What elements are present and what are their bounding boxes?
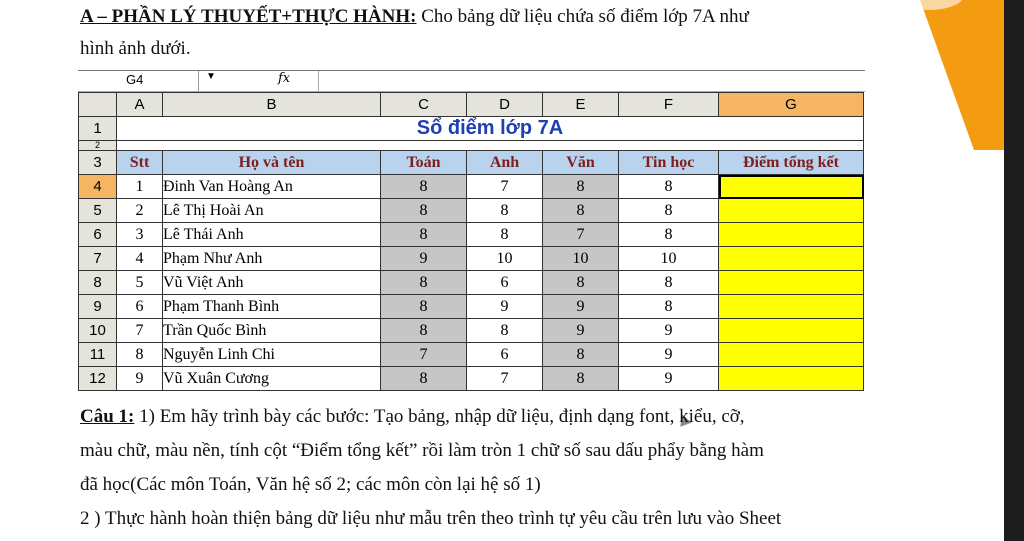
- row-header-11[interactable]: 11: [79, 343, 117, 367]
- cell-stt[interactable]: 5: [117, 271, 163, 295]
- cell-tin[interactable]: 8: [619, 271, 719, 295]
- header-toan[interactable]: Toán: [381, 151, 467, 175]
- question-text-1: 1) Em hãy trình bày các bước: Tạo bảng, nhập dữ liệu, định dạng font, kiểu, cỡ,: [139, 406, 745, 427]
- row-header-5[interactable]: 5: [79, 199, 117, 223]
- cell-name[interactable]: Lê Thái Anh: [163, 223, 381, 247]
- cell-anh[interactable]: 8: [467, 199, 543, 223]
- cell-anh[interactable]: 6: [467, 271, 543, 295]
- table-row: [79, 295, 864, 319]
- cell-stt[interactable]: 2: [117, 199, 163, 223]
- header-tin[interactable]: Tin học: [619, 151, 719, 175]
- cell-tk[interactable]: [719, 295, 864, 319]
- cell-tk[interactable]: [719, 223, 864, 247]
- cell-tin[interactable]: 8: [619, 295, 719, 319]
- table-row: [79, 343, 864, 367]
- cell-tk[interactable]: [719, 271, 864, 295]
- cell-stt[interactable]: 8: [117, 343, 163, 367]
- cell-van[interactable]: 8: [543, 175, 619, 199]
- empty-row[interactable]: [117, 141, 864, 151]
- column-header-c[interactable]: C: [381, 93, 467, 117]
- cell-name[interactable]: Phạm Như Anh: [163, 247, 381, 271]
- question-label: Câu 1:: [80, 406, 135, 427]
- table-row: [79, 247, 864, 271]
- column-header-a[interactable]: A: [117, 93, 163, 117]
- cell-tk[interactable]: [719, 199, 864, 223]
- table-row: [79, 223, 864, 247]
- table-row: [79, 271, 864, 295]
- cell-name[interactable]: Trần Quốc Bình: [163, 319, 381, 343]
- cell-toan[interactable]: 8: [381, 199, 467, 223]
- function-icon[interactable]: fx: [278, 71, 291, 86]
- cell-stt[interactable]: 3: [117, 223, 163, 247]
- header-stt[interactable]: Stt: [117, 151, 163, 175]
- cell-name[interactable]: Nguyễn Linh Chi: [163, 343, 381, 367]
- cell-toan[interactable]: 7: [381, 343, 467, 367]
- sheet-title[interactable]: Sổ điểm lớp 7A: [117, 117, 864, 141]
- cell-tk[interactable]: [719, 247, 864, 271]
- cell-anh[interactable]: 9: [467, 295, 543, 319]
- row-header-10[interactable]: 10: [79, 319, 117, 343]
- row-header-3[interactable]: 3: [79, 151, 117, 175]
- cell-toan[interactable]: 8: [381, 295, 467, 319]
- column-header-d[interactable]: D: [467, 93, 543, 117]
- cell-toan[interactable]: 8: [381, 367, 467, 391]
- cell-toan[interactable]: 8: [381, 271, 467, 295]
- cell-tk[interactable]: [719, 343, 864, 367]
- cell-tk[interactable]: [719, 319, 864, 343]
- chevron-down-icon[interactable]: ▼: [206, 71, 216, 82]
- column-header-f[interactable]: F: [619, 93, 719, 117]
- question-line-2: màu chữ, màu nền, tính cột “Điểm tổng kết” rồi làm tròn 1 chữ số sau dấu phẩy bằng hàm: [80, 440, 764, 461]
- name-box[interactable]: [78, 71, 216, 91]
- header-van[interactable]: Văn: [543, 151, 619, 175]
- heading-line-2: hình ảnh dưới.: [80, 38, 191, 59]
- row-header-9[interactable]: 9: [79, 295, 117, 319]
- cell-tin[interactable]: 8: [619, 199, 719, 223]
- cell-van[interactable]: 10: [543, 247, 619, 271]
- cell-name[interactable]: Vũ Xuân Cương: [163, 367, 381, 391]
- formula-bar: [78, 70, 865, 92]
- row-header-1[interactable]: 1: [79, 117, 117, 141]
- cell-tin[interactable]: 10: [619, 247, 719, 271]
- header-anh[interactable]: Anh: [467, 151, 543, 175]
- cell-stt[interactable]: 6: [117, 295, 163, 319]
- row-header-6[interactable]: 6: [79, 223, 117, 247]
- cell-tin[interactable]: 8: [619, 175, 719, 199]
- cell-stt[interactable]: 4: [117, 247, 163, 271]
- select-all-corner[interactable]: [79, 93, 117, 117]
- cell-toan[interactable]: 8: [381, 175, 467, 199]
- cell-van[interactable]: 9: [543, 319, 619, 343]
- cell-van[interactable]: 8: [543, 271, 619, 295]
- cell-van[interactable]: 7: [543, 223, 619, 247]
- cell-name[interactable]: Lê Thị Hoài An: [163, 199, 381, 223]
- cell-tk[interactable]: [719, 175, 864, 199]
- column-header-e[interactable]: E: [543, 93, 619, 117]
- cell-stt[interactable]: 1: [117, 175, 163, 199]
- cell-anh[interactable]: 6: [467, 343, 543, 367]
- cell-tin[interactable]: 9: [619, 367, 719, 391]
- cell-toan[interactable]: 8: [381, 319, 467, 343]
- row-header-12[interactable]: 12: [79, 367, 117, 391]
- cell-van[interactable]: 8: [543, 367, 619, 391]
- formula-input[interactable]: [318, 71, 866, 91]
- cell-tk[interactable]: [719, 367, 864, 391]
- heading-line-1: [80, 4, 749, 30]
- header-name[interactable]: Họ và tên: [163, 151, 381, 175]
- row-header-8[interactable]: 8: [79, 271, 117, 295]
- cell-stt[interactable]: 7: [117, 319, 163, 343]
- cell-tin[interactable]: 9: [619, 343, 719, 367]
- cell-toan[interactable]: 8: [381, 223, 467, 247]
- column-header-b[interactable]: B: [163, 93, 381, 117]
- cell-anh[interactable]: 8: [467, 319, 543, 343]
- question-line-3: đã học(Các môn Toán, Văn hệ số 2; các môn còn lại hệ số 1): [80, 474, 541, 495]
- table-row: [79, 199, 864, 223]
- spreadsheet-image: [78, 68, 865, 402]
- cell-van[interactable]: 8: [543, 343, 619, 367]
- column-header-g[interactable]: G: [719, 93, 864, 117]
- cell-name[interactable]: Đinh Van Hoàng An: [163, 175, 381, 199]
- table-row: [79, 319, 864, 343]
- cell-tin[interactable]: 9: [619, 319, 719, 343]
- cell-name[interactable]: Phạm Thanh Bình: [163, 295, 381, 319]
- cell-anh[interactable]: 7: [467, 175, 543, 199]
- spreadsheet-grid: [78, 92, 864, 391]
- decorative-corner: [884, 0, 1004, 150]
- row-header-2[interactable]: 2: [79, 141, 117, 151]
- header-diem-tong-ket[interactable]: Điểm tổng kết: [719, 151, 864, 175]
- cell-anh[interactable]: 10: [467, 247, 543, 271]
- cell-anh[interactable]: 7: [467, 367, 543, 391]
- row-header-7[interactable]: 7: [79, 247, 117, 271]
- row-header-4[interactable]: 4: [79, 175, 117, 199]
- cell-anh[interactable]: 8: [467, 223, 543, 247]
- part-label: A – PHẦN LÝ THUYẾT+THỰC HÀNH:: [80, 6, 417, 27]
- intro-text: Cho bảng dữ liệu chứa số điểm lớp 7A như: [421, 6, 749, 27]
- question-line-1: [80, 404, 745, 430]
- cell-name[interactable]: Vũ Việt Anh: [163, 271, 381, 295]
- cell-van[interactable]: 8: [543, 199, 619, 223]
- cell-toan[interactable]: 9: [381, 247, 467, 271]
- name-box-value: G4: [126, 72, 144, 87]
- question-line-4: 2 ) Thực hành hoàn thiện bảng dữ liệu như mẫu trên theo trình tự yêu cầu trên lưu vào Sheet: [80, 508, 782, 529]
- table-row: [79, 367, 864, 391]
- cell-tin[interactable]: 8: [619, 223, 719, 247]
- table-row: [79, 175, 864, 199]
- cell-stt[interactable]: 9: [117, 367, 163, 391]
- cell-van[interactable]: 9: [543, 295, 619, 319]
